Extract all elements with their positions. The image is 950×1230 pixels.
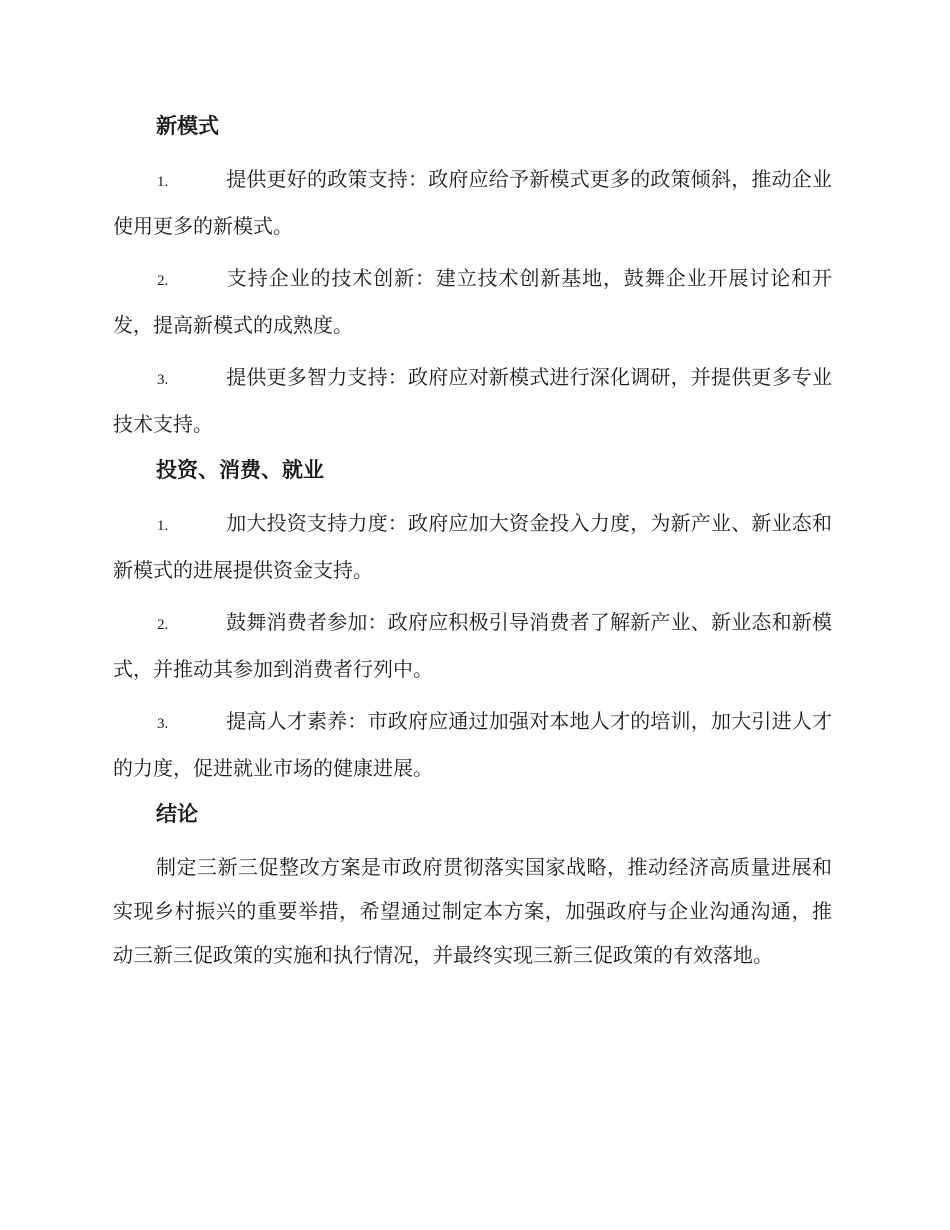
list-item	[113, 699, 832, 790]
section-new-model	[113, 110, 832, 446]
list-item	[113, 501, 832, 592]
conclusion-paragraph: 制定三新三促整改方案是市政府贯彻落实国家战略，推动经济高质量进展和实现乡村振兴的重要举措，希望通过制定本方案，加强政府与企业沟通沟通，推动三新三促政策的实施和执行情况，并最终实现三新三促政策的有效落地。	[113, 855, 832, 967]
section-investment	[113, 454, 832, 790]
list-item	[113, 355, 832, 446]
item-number: 3.	[157, 372, 169, 388]
section-heading: 投资、消费、就业	[156, 458, 324, 482]
list-item	[113, 157, 832, 248]
item-text: 提供更好的政策支持：政府应给予新模式更多的政策倾斜，推动企业使用更多的新模式。	[113, 167, 832, 238]
section-heading: 结论	[156, 802, 198, 826]
item-text: 鼓舞消费者参加：政府应积极引导消费者了解新产业、新业态和新模式，并推动其参加到消费者行列中。	[113, 610, 832, 681]
item-number: 3.	[157, 716, 169, 732]
item-number: 1.	[157, 174, 169, 190]
item-text: 提高人才素养：市政府应通过加强对本地人才的培训，加大引进人才的力度，促进就业市场的健康进展。	[113, 709, 832, 780]
item-number: 2.	[157, 273, 169, 289]
item-text: 支持企业的技术创新：建立技术创新基地，鼓舞企业开展讨论和开发，提高新模式的成熟度。	[113, 266, 832, 337]
list-item	[113, 256, 832, 347]
item-text: 加大投资支持力度：政府应加大资金投入力度，为新产业、新业态和新模式的进展提供资金支持。	[113, 511, 832, 582]
list-item	[113, 600, 832, 691]
item-text: 提供更多智力支持：政府应对新模式进行深化调研，并提供更多专业技术支持。	[113, 365, 832, 436]
section-heading: 新模式	[156, 114, 219, 138]
section-conclusion	[113, 798, 832, 977]
item-number: 1.	[157, 518, 169, 534]
item-number: 2.	[157, 617, 169, 633]
